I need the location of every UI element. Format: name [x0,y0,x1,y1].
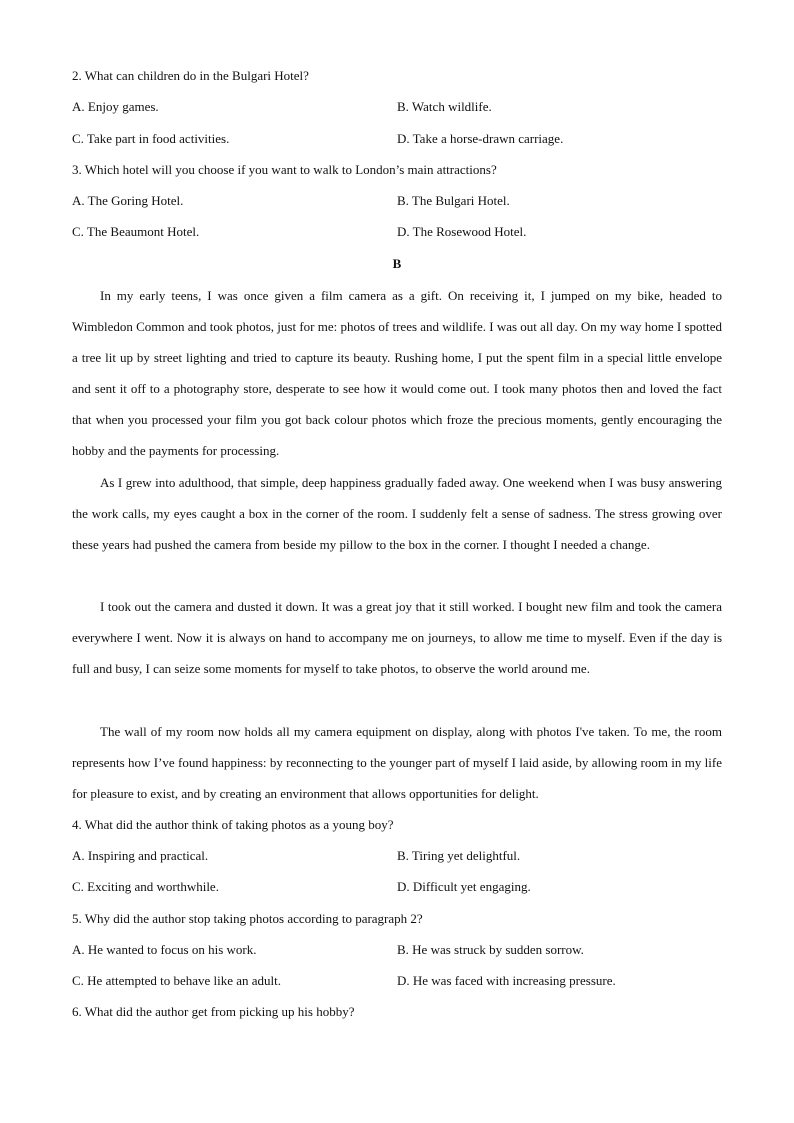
section-b-title: B [392,256,402,271]
question-3-option-a: A. The Goring Hotel. [72,193,184,208]
question-2-option-d: D. Take a horse-drawn carriage. [397,131,564,146]
passage-paragraph-2: As I grew into adulthood, that simple, deep happiness gradually faded away. One weekend when I was busy answering the work calls, my eyes caught a box in the corner of the room. I suddenly felt a sense of sadness. The stress growing over these years had pushed the camera from beside my pillow to the box in the corner. I thought I needed a change. [72,475,722,553]
question-3-option-c: C. The Beaumont Hotel. [72,224,200,239]
question-5-option-d: D. He was faced with increasing pressure. [397,973,616,988]
question-4-stem: 4. What did the author think of taking photos as a young boy? [72,817,394,832]
question-5-option-c: C. He attempted to behave like an adult. [72,973,282,988]
question-5-stem: 5. Why did the author stop taking photos according to paragraph 2? [72,911,423,926]
question-2-option-c: C. Take part in food activities. [72,131,230,146]
question-6-stem: 6. What did the author get from picking up his hobby? [72,1004,355,1019]
question-3-option-b: B. The Bulgari Hotel. [397,193,510,208]
question-2-stem: 2. What can children do in the Bulgari Hotel? [72,68,309,83]
question-4-option-c: C. Exciting and worthwhile. [72,879,219,894]
question-2-option-b: B. Watch wildlife. [397,99,492,114]
question-5-option-a: A. He wanted to focus on his work. [72,942,257,957]
question-4-option-a: A. Inspiring and practical. [72,848,209,863]
question-2-option-a: A. Enjoy games. [72,99,159,114]
passage-paragraph-3: I took out the camera and dusted it down. It was a great joy that it still worked. I bought new film and took the camera everywhere I went. Now it is always on hand to accompany me on journeys, to allow me time to myself. Even if the day is full and busy, I can seize some moments for myself to take photos, to observe the world around me. [72,599,722,677]
question-5-option-b: B. He was struck by sudden sorrow. [397,942,584,957]
question-3-option-d: D. The Rosewood Hotel. [397,224,527,239]
question-4-option-b: B. Tiring yet delightful. [397,848,521,863]
passage-paragraph-4: The wall of my room now holds all my camera equipment on display, along with photos I've taken. To me, the room represents how I’ve found happiness: by reconnecting to the younger part of myself I laid aside, by allowing room in my life for pleasure to exist, and by creating an environment that allows opportunities for delight. [72,724,722,802]
question-3-stem: 3. Which hotel will you choose if you want to walk to London’s main attractions? [72,162,497,177]
question-4-option-d: D. Difficult yet engaging. [397,879,531,894]
passage-paragraph-1: In my early teens, I was once given a film camera as a gift. On receiving it, I jumped on my bike, headed to Wimbledon Common and took photos, just for me: photos of trees and wildlife. I was out all day. On my way home I spotted a tree lit up by street lighting and tried to capture its beauty. Rushing home, I put the spent film in a special little envelope and sent it off to a photography store, desperate to see how it would come out. I took many photos then and loved the fact that when you processed your film you got back colour photos which froze the precious moments, gently encouraging the hobby and the payments for processing. [72,288,722,459]
